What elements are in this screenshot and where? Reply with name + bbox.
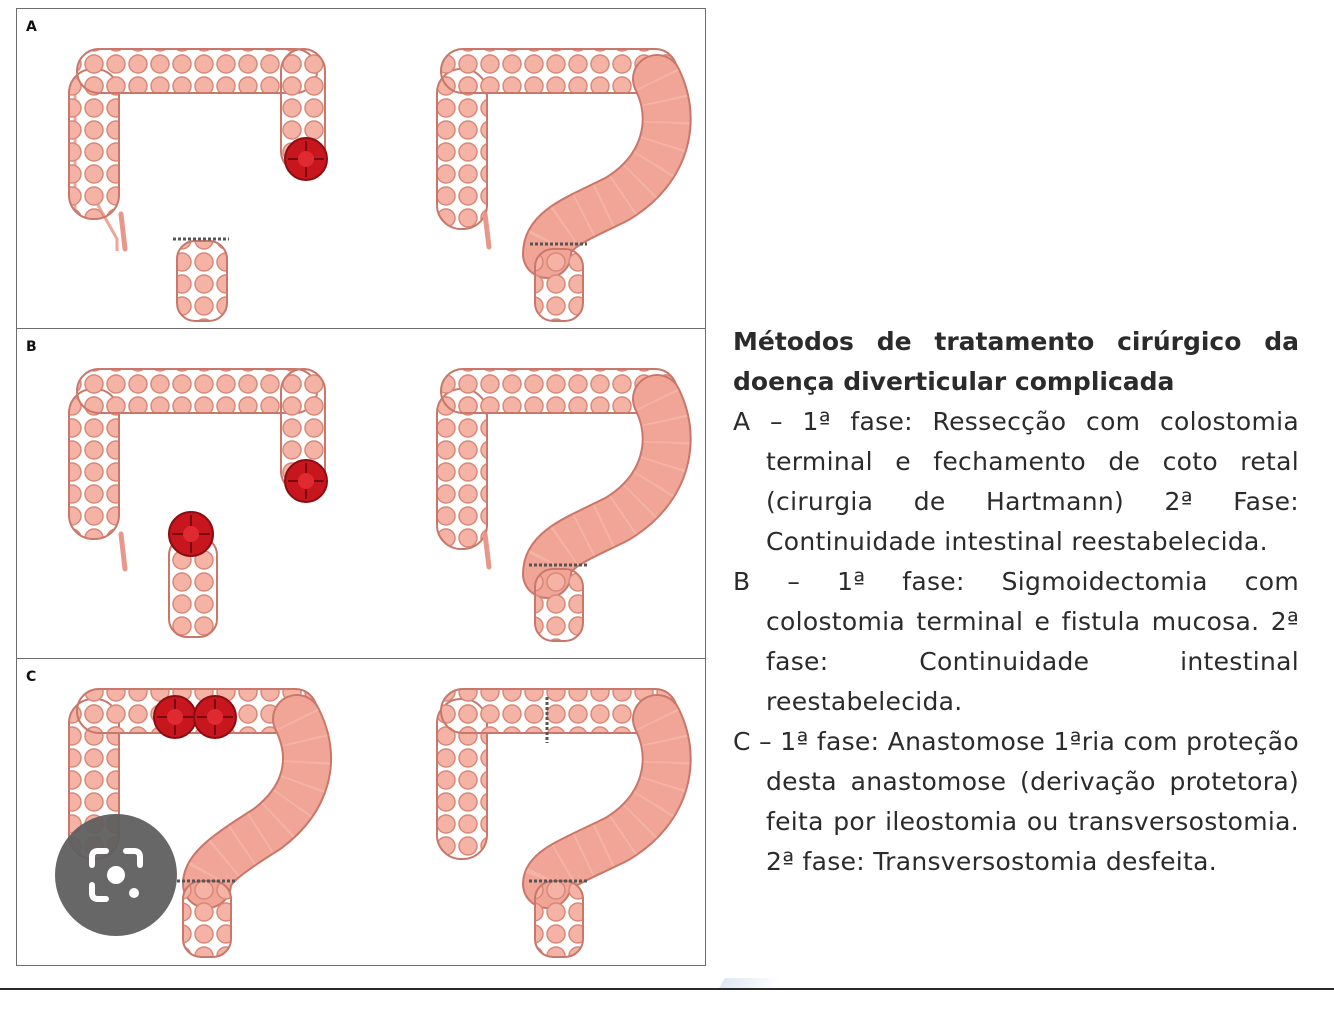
- stoma-icon: [285, 460, 327, 502]
- caption-item-c: C – 1ª fase: Anastomose 1ªria com proteção desta anastomose (derivação protetora) feita por ileostomia ou transversostomia. 2ª fase: Transversostomia desfeita.: [733, 727, 1299, 876]
- caption-item-a: A – 1ª fase: Ressecção com colostomia terminal e fechamento de coto retal (cirurgia de Hartmann) 2ª Fase: Continuidade intestinal reestabelecida.: [733, 407, 1299, 556]
- caption-item-b: B – 1ª fase: Sigmoidectomia com colostomia terminal e fistula mucosa. 2ª fase: Continuidade intestinal reestabelecida.: [733, 567, 1299, 716]
- stoma-icon: [285, 138, 327, 180]
- panel-label-c: C: [26, 669, 37, 685]
- panel-label-b: B: [26, 339, 37, 355]
- panel-a: [17, 9, 705, 329]
- bottom-accent: [719, 978, 783, 988]
- colon-stage1-b: [69, 369, 327, 637]
- lens-scan-button[interactable]: [55, 814, 177, 936]
- panel-b: [17, 329, 705, 659]
- colon-stage1-a: [69, 49, 327, 321]
- panel-label-a: A: [26, 19, 37, 35]
- colon-stage2-c: [437, 689, 677, 957]
- caption-title: Métodos de tratamento cirúrgico da doença diverticular complicada: [733, 327, 1299, 396]
- panel-b-illustration: [17, 329, 705, 659]
- mucous-fistula-icon: [169, 512, 213, 556]
- lens-scan-icon: [84, 843, 148, 907]
- figure-caption: [733, 322, 1299, 882]
- colon-stage2-b: [437, 369, 677, 641]
- colon-stage2-a: [437, 49, 677, 321]
- panel-a-illustration: [17, 9, 705, 329]
- bottom-divider: [0, 988, 1334, 990]
